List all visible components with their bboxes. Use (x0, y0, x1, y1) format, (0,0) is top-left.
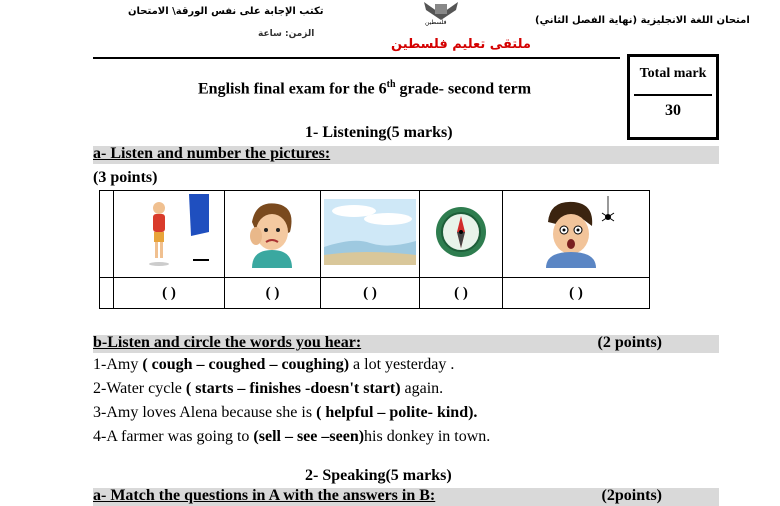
pictures-table (99, 190, 650, 309)
answer-cell[interactable]: ( ) (321, 278, 420, 309)
header-instruction: تكتب الإجابة على نفس الورقة\ الامتحان (128, 6, 324, 17)
section2-part-a-points: (2points) (601, 487, 662, 504)
section2-part-a-band (93, 488, 719, 506)
section2-part-a-label: a- Match the questions in A with the answers in B: (93, 487, 436, 504)
total-mark-box (627, 54, 719, 140)
header-forum: ملتقى تعليم فلسطين (391, 37, 531, 52)
earache-boy-icon (238, 255, 308, 272)
emblem-caption: فلسطين (425, 19, 447, 26)
answer-cell[interactable]: ( ) (503, 278, 650, 309)
list-item: 3-Amy loves Alena because she is ( helpful – polite- kind). (93, 404, 478, 421)
table-row-head (100, 278, 114, 309)
answer-cell[interactable]: ( ) (420, 278, 503, 309)
picture-cell (321, 191, 420, 278)
header-rule (93, 57, 620, 59)
part-a-band (93, 146, 719, 164)
part-b-band (93, 335, 719, 353)
picture-cell (503, 191, 650, 278)
total-mark-divider (634, 94, 712, 96)
header-time: الزمن: ساعة (258, 29, 315, 39)
picture-cell (225, 191, 321, 278)
compass-icon (433, 247, 489, 264)
picture-cell (420, 191, 503, 278)
part-a-label: a- Listen and number the pictures: (93, 145, 331, 162)
list-item: 1-Amy ( cough – coughed – coughing) a lot yesterday . (93, 356, 455, 373)
part-b-points: (2 points) (597, 334, 662, 351)
girl-walking-icon (119, 259, 219, 276)
list-item: 4-A farmer was going to (sell – see –seen)his donkey in town. (93, 428, 491, 445)
scared-boy-spider-icon (526, 255, 626, 272)
section1-heading: 1- Listening(5 marks) (305, 124, 453, 141)
list-item: 2-Water cycle ( starts – finishes -doesn't start) again. (93, 380, 444, 397)
total-mark-value: 30 (665, 102, 681, 119)
exam-title: English final exam for the 6th grade- second term (198, 79, 532, 98)
answer-cell[interactable]: ( ) (225, 278, 321, 309)
section2-heading: 2- Speaking(5 marks) (305, 467, 452, 484)
total-mark-label: Total mark (639, 66, 707, 81)
picture-cell (114, 191, 225, 278)
table-row-head (100, 191, 114, 278)
answer-cell[interactable]: ( ) (114, 278, 225, 309)
part-a-points: (3 points) (93, 169, 158, 186)
landscape-icon (324, 252, 416, 269)
part-b-label: b-Listen and circle the words you hear: (93, 334, 362, 351)
header-exam-name: امتحان اللغة الانجليزية (نهاية الفصل الثاني) (535, 15, 750, 26)
